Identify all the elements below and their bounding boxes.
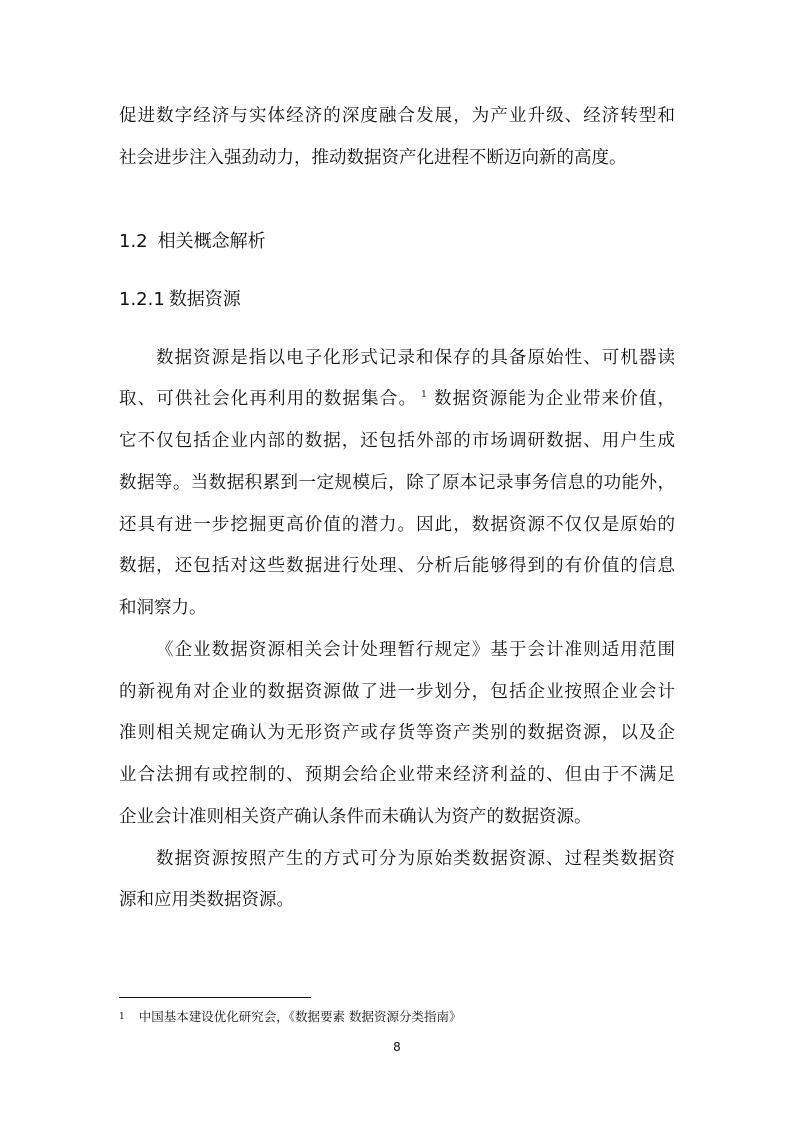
- footnote-reference[interactable]: 1: [421, 390, 427, 400]
- intro-line-2: 社会进步注入强劲动力，推动数据资产化进程不断迈向新的高度。: [119, 148, 627, 168]
- subsection-heading: [119, 287, 241, 313]
- subsection-number: 1.2.1: [119, 289, 165, 310]
- paragraph3-line-2: 源和应用类数据资源。: [119, 890, 294, 910]
- subsection-title: 数据资源: [168, 289, 241, 310]
- section-number: 1.2: [119, 231, 148, 252]
- paragraph2-line-4: 业合法拥有或控制的、预期会给企业带来经济利益的、但由于不满足: [119, 765, 675, 785]
- footnote-text: 中国基本建设优化研究会，《数据要素 数据资源分类指南》: [138, 1009, 462, 1024]
- footnote: [119, 1008, 461, 1026]
- page-number: 8: [393, 1040, 401, 1054]
- paragraph1-line-2-b: 数据资源能为企业带来价值，: [432, 389, 675, 409]
- section-heading: [119, 229, 266, 255]
- paragraph1-line-1: 数据资源是指以电子化形式记录和保存的具备原始性、可机器读: [156, 348, 675, 368]
- paragraph2-line-5: 企业会计准则相关资产确认条件而未确认为资产的数据资源。: [119, 807, 592, 827]
- paragraph1-line-6: 数据，还包括对这些数据进行处理、分析后能够得到的有价值的信息: [119, 556, 675, 576]
- paragraph1-line-4: 数据等。当数据积累到一定规模后，除了原本记录事务信息的功能外，: [119, 473, 675, 493]
- paragraph1-line-2-a: 取、可供社会化再利用的数据集合。: [119, 389, 418, 409]
- paragraph2-line-2: 的新视角对企业的数据资源做了进一步划分，包括企业按照企业会计: [119, 682, 675, 702]
- paragraph2-line-1: 《企业数据资源相关会计处理暂行规定》基于会计准则适用范围: [156, 640, 675, 660]
- paragraph1-line-5: 还具有进一步挖掘更高价值的潜力。因此，数据资源不仅仅是原始的: [119, 515, 675, 535]
- intro-line-1: 促进数字经济与实体经济的深度融合发展，为产业升级、经济转型和: [119, 106, 675, 126]
- section-title: 相关概念解析: [157, 231, 266, 252]
- paragraph3-line-1: 数据资源按照产生的方式可分为原始类数据资源、过程类数据资: [156, 849, 675, 869]
- footnote-mark: 1: [119, 1012, 125, 1022]
- paragraph1-line-3: 它不仅包括企业内部的数据，还包括外部的市场调研数据、用户生成: [119, 431, 675, 451]
- paragraph1-line-2: [119, 386, 675, 412]
- paragraph1-line-7: 和洞察力。: [119, 598, 207, 618]
- footnote-separator: [119, 997, 311, 998]
- paragraph2-line-3: 准则相关规定确认为无形资产或存货等资产类别的数据资源，以及企: [119, 723, 675, 743]
